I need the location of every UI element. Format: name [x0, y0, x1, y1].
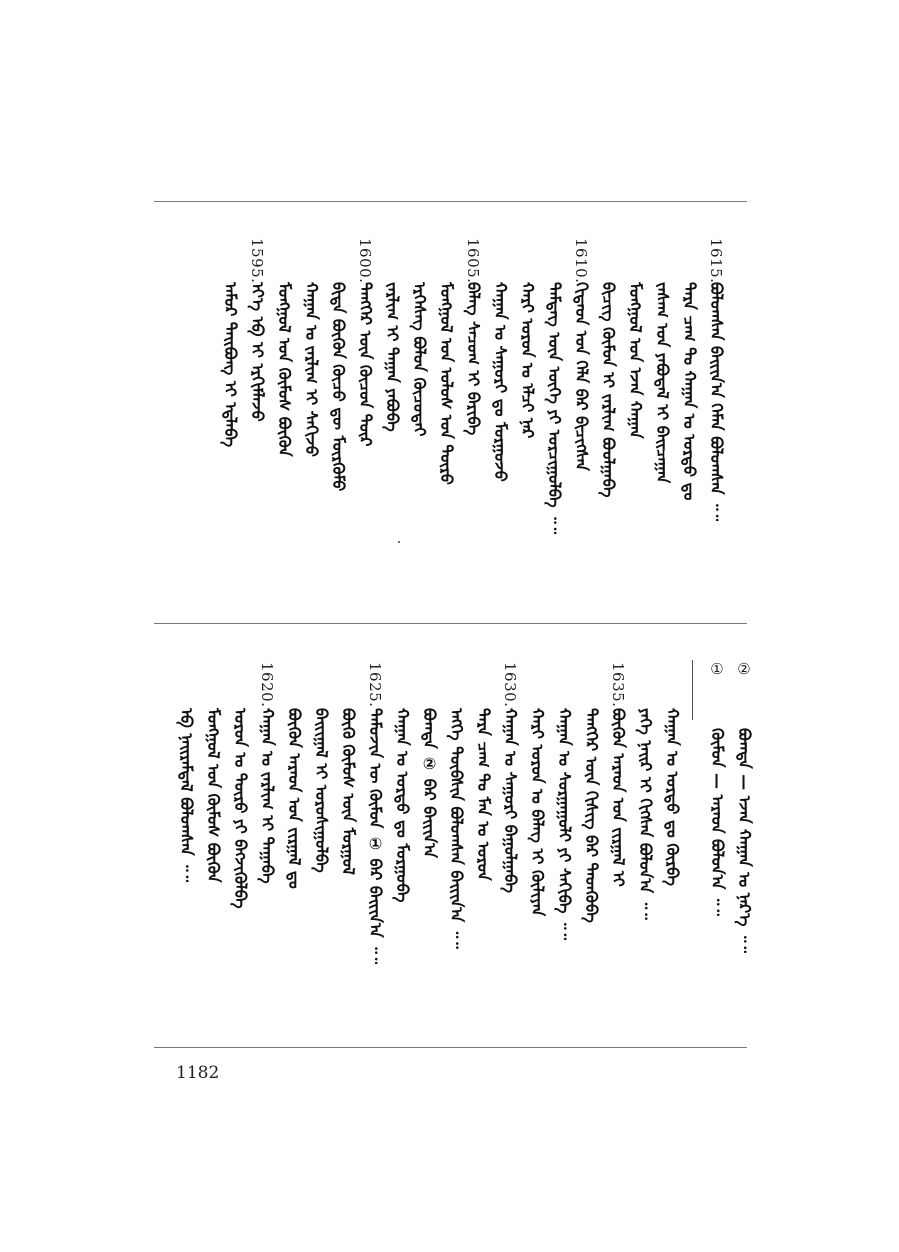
verse-line: ᠬᠠᠭᠠᠨ ᠤ ᠵᠠᠷᠯᠢᠭ ᠢ ᠳᠠᠭᠠᠪᠠ [258, 708, 277, 884]
verse-line: ᠵᠠᠷᠯᠢᠭ ᠢ ᠳᠠᠭᠠᠨ ᠶᠠᠪᠤᠪᠠ [383, 282, 402, 432]
verse-line: ᠬᠠᠭᠠᠨ ᠤ ᠰᠤᠷᠭᠠᠭᠤᠯᠢ ᠶᠢ ᠰᠠᠬᠢᠪᠠ ᠃᠃ [555, 708, 574, 941]
verse-line: ᠬᠠᠭᠠᠨ ᠤ ᠰᠠᠭᠤᠷᠢ ᠪᠠᠭᠤᠯᠭᠠᠪᠠ [501, 708, 520, 893]
verse-line: ᠲᠡᠷᠡ ᠴᠠᠭ ᠲᠤ ᠮᠠᠨ ᠤ ᠣᠷᠣᠨ [474, 708, 493, 881]
verse-line: ᠡᠪ ᠨᠠᠢᠷᠠᠮᠳᠠᠯ ᠪᠣᠯᠤᠭᠰᠠᠨ ᠃᠃ [177, 708, 196, 883]
verse-line: ᠪᠣᠯᠤᠭᠰᠠᠨ ᠪᠠᠢᠢᠨ᠎ᠠ ᠬᠡᠮᠡᠨ ᠪᠣᠯᠤᠭᠰᠠᠨ ᠃᠃ [707, 282, 726, 522]
footnote-mark: ② [735, 660, 753, 679]
verse-line: ᠪᠣᠭᠳᠠ ② ᠪᠡᠷ ᠪᠠᠢᠢᠨ᠎ᠠ [420, 708, 439, 858]
line-number: 1625. [366, 662, 384, 708]
middle-rule [154, 623, 747, 624]
verse-line: ᠡᠷᠬᠡᠰᠡᠭ ᠪᠤᠯᠤᠨ ᠬᠦᠴᠦᠲᠡᠶ [410, 282, 429, 437]
line-number: 1620. [258, 662, 276, 708]
verse-line: ᠬᠠᠭᠠᠨ ᠤ ᠣᠷᠳᠣ ᠳᠤ ᠮᠣᠷᠭᠣᠪᠠ [393, 708, 412, 903]
verse-line: ᠶᠡᠬᠡ ᠨᠠᠢᠷ ᠢ ᠬᠢᠭᠰᠡᠨ ᠪᠣᠯᠤᠨ᠎ᠠ ᠃᠃ [636, 708, 655, 920]
verse-line: ᠠᠮᠤᠷ ᠲᠠᠢᠪᠤᠩ ᠢ ᠡᠳ᠋ᠯᠡᠪᠡ [221, 282, 240, 448]
verse-line: ᠲᠡᠮᠳᠡᠭ ᠦᠨ ᠦᠭᠡ ᠶᠢ ᠣᠷᠴᠢᠭᠤᠯᠪᠠ ᠃᠃ [545, 282, 564, 535]
verse-line: ᠪᠦᠬᠦ ᠬᠦᠮᠦᠰ ᠦᠨ ᠮᠣᠷᠭᠣᠯ [339, 708, 358, 875]
verse-line: ᠬᠢᠲᠠᠳ ᠤᠨ ᠬᠡᠯᠡ ᠪᠡᠷ ᠪᠢᠴᠢᠭᠰᠡᠨ [572, 282, 591, 471]
footnote-text: ᠬᠦᠮᠦᠨ — ᠠᠷᠠᠳ ᠪᠣᠯᠤᠨ᠎ᠠ ᠃᠃ [708, 728, 727, 916]
verse-line: ᠮᠣᠩᠭᠣᠯ ᠤᠨ ᠬᠦᠮᠦᠰ ᠪᠦᠬᠦᠨ [275, 282, 294, 457]
line-number: 1635. [609, 662, 627, 708]
verse-line: ᠮᠣᠩᠭᠣᠯ ᠤᠨ ᠤᠯᠤᠰ ᠤᠨ ᠲᠥᠷᠦ [437, 282, 456, 485]
verse-line: ᠲᠡᠩᠭᠡᠷ ᠦᠨ ᠬᠢᠰᠢᠭ ᠪᠠᠷ ᠲᠡᠳᠭᠦᠪᠡ [582, 708, 601, 923]
footnote-text: ᠪᠣᠭᠳᠠ — ᠡᠵᠡᠨ ᠬᠠᠭᠠᠨ ᠤ ᠨᠡᠷ᠎ᠡ ᠃᠃ [735, 728, 754, 954]
verse-line: ᠣᠷᠣᠨ ᠤ ᠲᠥᠷᠦ ᠶᠢ ᠪᠡᠬᠵᠢᠭᠦᠯᠪᠡ [231, 708, 250, 909]
line-number: 1605. [464, 238, 482, 284]
verse-line: ᠵᠠᠰᠠᠭ ᠤᠨ ᠶᠠᠪᠤᠳᠠᠯ ᠢ ᠪᠠᠢᠴᠠᠭᠠᠨ [653, 282, 672, 484]
verse-line: ᠬᠠᠭᠠᠨ ᠤ ᠵᠠᠷᠯᠢᠭ ᠢ ᠰᠠᠬᠢᠵᠤ [302, 282, 321, 457]
verse-line: ᠬᠠᠭᠠᠨ ᠤ ᠣᠷᠳᠣ ᠳᠤ ᠬᠦᠷᠪᠡ [663, 708, 682, 887]
verse-line: ᠮᠣᠩᠭᠣᠯ ᠤᠨ ᠬᠦᠮᠦᠰ ᠪᠦᠬᠦᠨ [204, 708, 223, 883]
verse-line: ᠬᠠᠷᠢ ᠣᠷᠣᠨ ᠤ ᠪᠡᠯᠡᠭ ᠢ ᠬᠦᠯᠢᠶᠡᠨ [528, 708, 547, 917]
verse-line: ᠲᠡᠷᠡ ᠴᠠᠭ ᠲᠤ ᠬᠠᠭᠠᠨ ᠤ ᠣᠷᠳᠣ ᠳᠤ [680, 282, 699, 501]
verse-line: ᠲᠡᠩᠭᠡᠷ ᠦᠨ ᠬᠦᠴᠦᠨ ᠳᠦᠷ [356, 282, 375, 447]
verse-line: ᠪᠦᠬᠦᠨ ᠠᠷᠠᠳ ᠤᠨ ᠵᠢᠷᠭᠠᠯ ᠢ [609, 708, 628, 887]
verse-line: ᠪᠦᠬᠦᠨ ᠠᠷᠠᠳ ᠤᠨ ᠵᠢᠷᠭᠠᠯ ᠳᠤ [285, 708, 304, 889]
verse-line: ᠡᠶ᠎ᠡ ᠡᠪ ᠢ ᠡᠷᠬᠢᠮᠯᠡᠵᠦ [248, 282, 267, 422]
stray-dot [398, 541, 400, 543]
verse-line: ᠬᠠᠭᠠᠨ ᠤ ᠰᠠᠭᠤᠷᠢ ᠳᠤ ᠮᠣᠷᠭᠣᠵᠤ [491, 282, 510, 482]
verse-line: ᠲᠡᠮᠦᠵᠢᠨ ᠦ ᠬᠦᠮᠦᠨ ① ᠪᠡᠷ ᠪᠠᠢᠢᠨ᠎ᠠ ᠃᠃ [366, 708, 385, 965]
line-number: 1610. [572, 238, 590, 284]
line-number: 1600. [356, 238, 374, 284]
bottom-rule [154, 1047, 747, 1048]
footnote-mark: ① [708, 660, 726, 679]
verse-line: ᠬᠠᠷᠢ ᠣᠷᠣᠨ ᠤ ᠡᠯᠴᠢ ᠨᠠᠷ [518, 282, 537, 439]
line-number: 1615. [707, 238, 725, 284]
verse-line: ᠪᠢᠴᠢᠭ᠌ ᠬᠦᠮᠦᠨ ᠢ ᠵᠠᠷᠯᠢᠭ ᠪᠤᠤᠯᠭᠠᠪᠠ [599, 282, 618, 498]
verse-line: ᠪᠠᠢᠢᠭᠠᠯ ᠢ ᠣᠷᠣᠰᠢᠭᠤᠯᠪᠠ [312, 708, 331, 873]
line-number: 1630. [501, 662, 519, 708]
line-number: 1595. [248, 238, 266, 284]
verse-line: ᠡᠩᠬᠡ ᠲᠦᠪᠰᠢᠨ ᠪᠣᠯᠤᠭᠰᠠᠨ ᠪᠠᠢᠢᠨ᠎ᠠ ᠃᠃ [447, 708, 466, 949]
page-number: 1182 [176, 1063, 220, 1083]
verse-line: ᠪᠢᠳᠡ ᠪᠦᠬᠦᠨ ᠬᠦᠴᠦ ᠳᠦ ᠮᠦᠷᠬᠦᠮᠦ [329, 282, 348, 492]
verse-line: ᠮᠣᠩᠭᠣᠯ ᠤᠨ ᠡᠵᠡᠨ ᠬᠠᠭᠠᠨ [626, 282, 645, 439]
verse-line: ᠪᠡᠯᠡᠭ ᠰᠠᠴᠤᠭ ᠢ ᠪᠠᠷᠢᠪᠠ [464, 282, 483, 436]
top-rule [154, 201, 747, 202]
footnote-separator [692, 660, 693, 720]
